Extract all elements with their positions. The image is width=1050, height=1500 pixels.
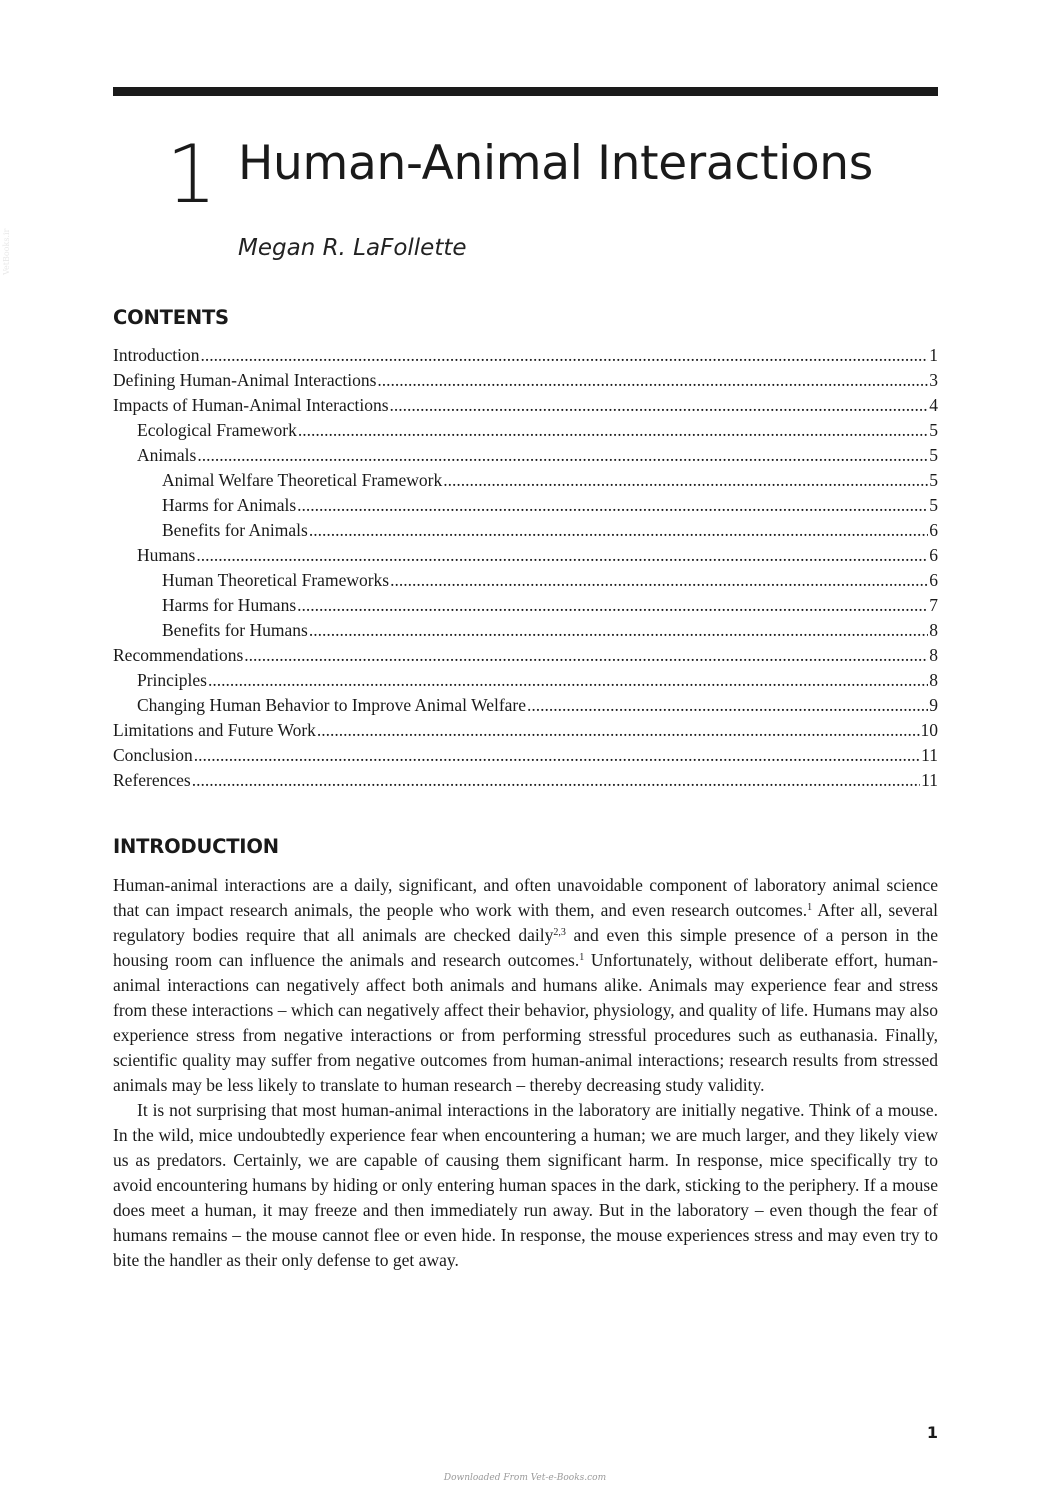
- toc-entry-page: 6: [929, 545, 938, 565]
- toc-entry-title: Recommendations: [113, 645, 244, 665]
- table-of-contents: [113, 343, 938, 793]
- toc-entry-page: 8: [929, 620, 938, 640]
- toc-entry-title: Limitations and Future Work: [113, 720, 316, 740]
- toc-entry[interactable]: [113, 568, 938, 593]
- paragraph-text-run: Human-animal interactions are a daily, significant, and often unavoidable component of laboratory animal science that can impact research animals, the people who work with them, and even research outcomes.: [113, 875, 938, 920]
- chapter-author: Megan R. LaFollette: [238, 235, 467, 261]
- paragraph-text-run: Unfortunately, without deliberate effort, human-animal interactions can negatively affect both animals and humans alike. Animals may experience fear and stress from these interactions – which can negatively affect their behavior, physiology, and quality of life. Humans may also experience stress from negative interactions or from performing stressful procedures such as euthanasia. Finally, scientific quality may suffer from negative outcomes from human-animal interactions; research results from stressed animals may be less likely to translate to human research – thereby decreasing study validity.: [113, 950, 938, 1095]
- toc-entry[interactable]: [113, 468, 938, 493]
- toc-entry-page: 3: [929, 370, 938, 390]
- toc-leader-dots: [377, 368, 928, 393]
- toc-leader-dots: [197, 443, 928, 468]
- citation-superscript[interactable]: 1: [579, 952, 585, 963]
- toc-entry-title: Humans: [137, 545, 196, 565]
- introduction-paragraph-1: [113, 873, 938, 1098]
- toc-entry[interactable]: [113, 593, 938, 618]
- toc-leader-dots: [201, 343, 929, 368]
- toc-entry-page: 8: [929, 670, 938, 690]
- citation-superscript[interactable]: 1: [807, 902, 813, 913]
- toc-entry-page: 9: [929, 695, 938, 715]
- toc-entry-page: 6: [929, 570, 938, 590]
- toc-entry-title: Benefits for Humans: [162, 620, 308, 640]
- toc-leader-dots: [317, 718, 920, 743]
- toc-entry-title: Ecological Framework: [137, 420, 297, 440]
- toc-leader-dots: [194, 743, 920, 768]
- toc-leader-dots: [390, 393, 929, 418]
- toc-entry-page: 6: [929, 520, 938, 540]
- toc-entry-title: Defining Human-Animal Interactions: [113, 370, 377, 390]
- toc-entry[interactable]: [113, 443, 938, 468]
- toc-entry[interactable]: [113, 618, 938, 643]
- contents-heading: CONTENTS: [113, 306, 229, 329]
- toc-entry[interactable]: [113, 643, 938, 668]
- toc-entry[interactable]: [113, 668, 938, 693]
- toc-leader-dots: [309, 618, 928, 643]
- toc-leader-dots: [527, 693, 928, 718]
- toc-entry[interactable]: [113, 493, 938, 518]
- toc-entry-page: 1: [929, 345, 938, 365]
- toc-leader-dots: [390, 568, 928, 593]
- toc-entry-title: References: [113, 770, 191, 790]
- chapter-number: 1: [166, 128, 215, 221]
- toc-leader-dots: [298, 418, 928, 443]
- toc-entry-page: 10: [920, 720, 938, 740]
- paragraph-text-run: After all, several regulatory bodies require that all animals are checked daily: [113, 900, 938, 945]
- toc-entry-title: Conclusion: [113, 745, 193, 765]
- toc-leader-dots: [297, 493, 928, 518]
- footer-watermark: Downloaded From Vet-e-Books.com: [443, 1473, 607, 1483]
- toc-entry-page: 5: [929, 445, 938, 465]
- toc-leader-dots: [244, 643, 928, 668]
- toc-entry[interactable]: [113, 393, 938, 418]
- introduction-paragraph-2: It is not surprising that most human-animal interactions in the laboratory are initially negative. Think of a mouse. In the wild, mice undoubtedly experience fear when encountering a human; we are much larger, and they likely view us as predators. Certainly, we are capable of causing them significant harm. In response, mice specifically try to avoid encountering humans by hiding or only entering human spaces in the dark, sticking to the periphery. If a mouse does meet a human, it may freeze and then immediately run away. But in the laboratory – even though the fear of humans remains – the mouse cannot flee or even hide. In response, the mouse experiences stress and may even try to bite the handler as their only defense to get away.: [113, 1100, 938, 1270]
- toc-entry[interactable]: [113, 518, 938, 543]
- toc-entry[interactable]: [113, 718, 938, 743]
- toc-entry-page: 5: [929, 420, 938, 440]
- toc-entry-title: Animals: [137, 445, 197, 465]
- toc-entry-page: 11: [921, 770, 938, 790]
- toc-entry-page: 5: [929, 495, 938, 515]
- toc-leader-dots: [192, 768, 920, 793]
- introduction-heading: INTRODUCTION: [113, 835, 279, 858]
- toc-entry-title: Principles: [137, 670, 207, 690]
- toc-entry-title: Harms for Animals: [162, 495, 297, 515]
- toc-leader-dots: [196, 543, 928, 568]
- citation-superscript[interactable]: 2,3: [553, 927, 566, 938]
- toc-leader-dots: [443, 468, 928, 493]
- introduction-body: [113, 873, 938, 1273]
- toc-entry[interactable]: [113, 343, 938, 368]
- paragraph-text-run: and even this simple presence of a person in the housing room can influence the animals and research outcomes.: [113, 925, 939, 970]
- top-rule: [113, 87, 938, 96]
- toc-entry-page: 7: [929, 595, 938, 615]
- chapter-title: Human-Animal Interactions: [238, 136, 873, 191]
- toc-entry-page: 8: [929, 645, 938, 665]
- toc-entry-title: Benefits for Animals: [162, 520, 308, 540]
- toc-entry-title: Animal Welfare Theoretical Framework: [162, 470, 443, 490]
- toc-entry[interactable]: [113, 418, 938, 443]
- toc-entry[interactable]: [113, 743, 938, 768]
- page-number: 1: [926, 1423, 938, 1442]
- side-watermark: VetBooks.ir: [2, 228, 11, 275]
- toc-entry-page: 11: [921, 745, 938, 765]
- toc-entry-title: Human Theoretical Frameworks: [162, 570, 390, 590]
- toc-entry[interactable]: [113, 368, 938, 393]
- toc-entry-title: Changing Human Behavior to Improve Animal Welfare: [137, 695, 527, 715]
- toc-entry-title: Introduction: [113, 345, 200, 365]
- toc-entry-title: Harms for Humans: [162, 595, 297, 615]
- toc-leader-dots: [297, 593, 928, 618]
- toc-entry[interactable]: [113, 693, 938, 718]
- toc-entry[interactable]: [113, 543, 938, 568]
- toc-entry-page: 5: [929, 470, 938, 490]
- toc-leader-dots: [208, 668, 928, 693]
- toc-entry-title: Impacts of Human-Animal Interactions: [113, 395, 389, 415]
- toc-entry[interactable]: [113, 768, 938, 793]
- toc-entry-page: 4: [929, 395, 938, 415]
- toc-leader-dots: [309, 518, 928, 543]
